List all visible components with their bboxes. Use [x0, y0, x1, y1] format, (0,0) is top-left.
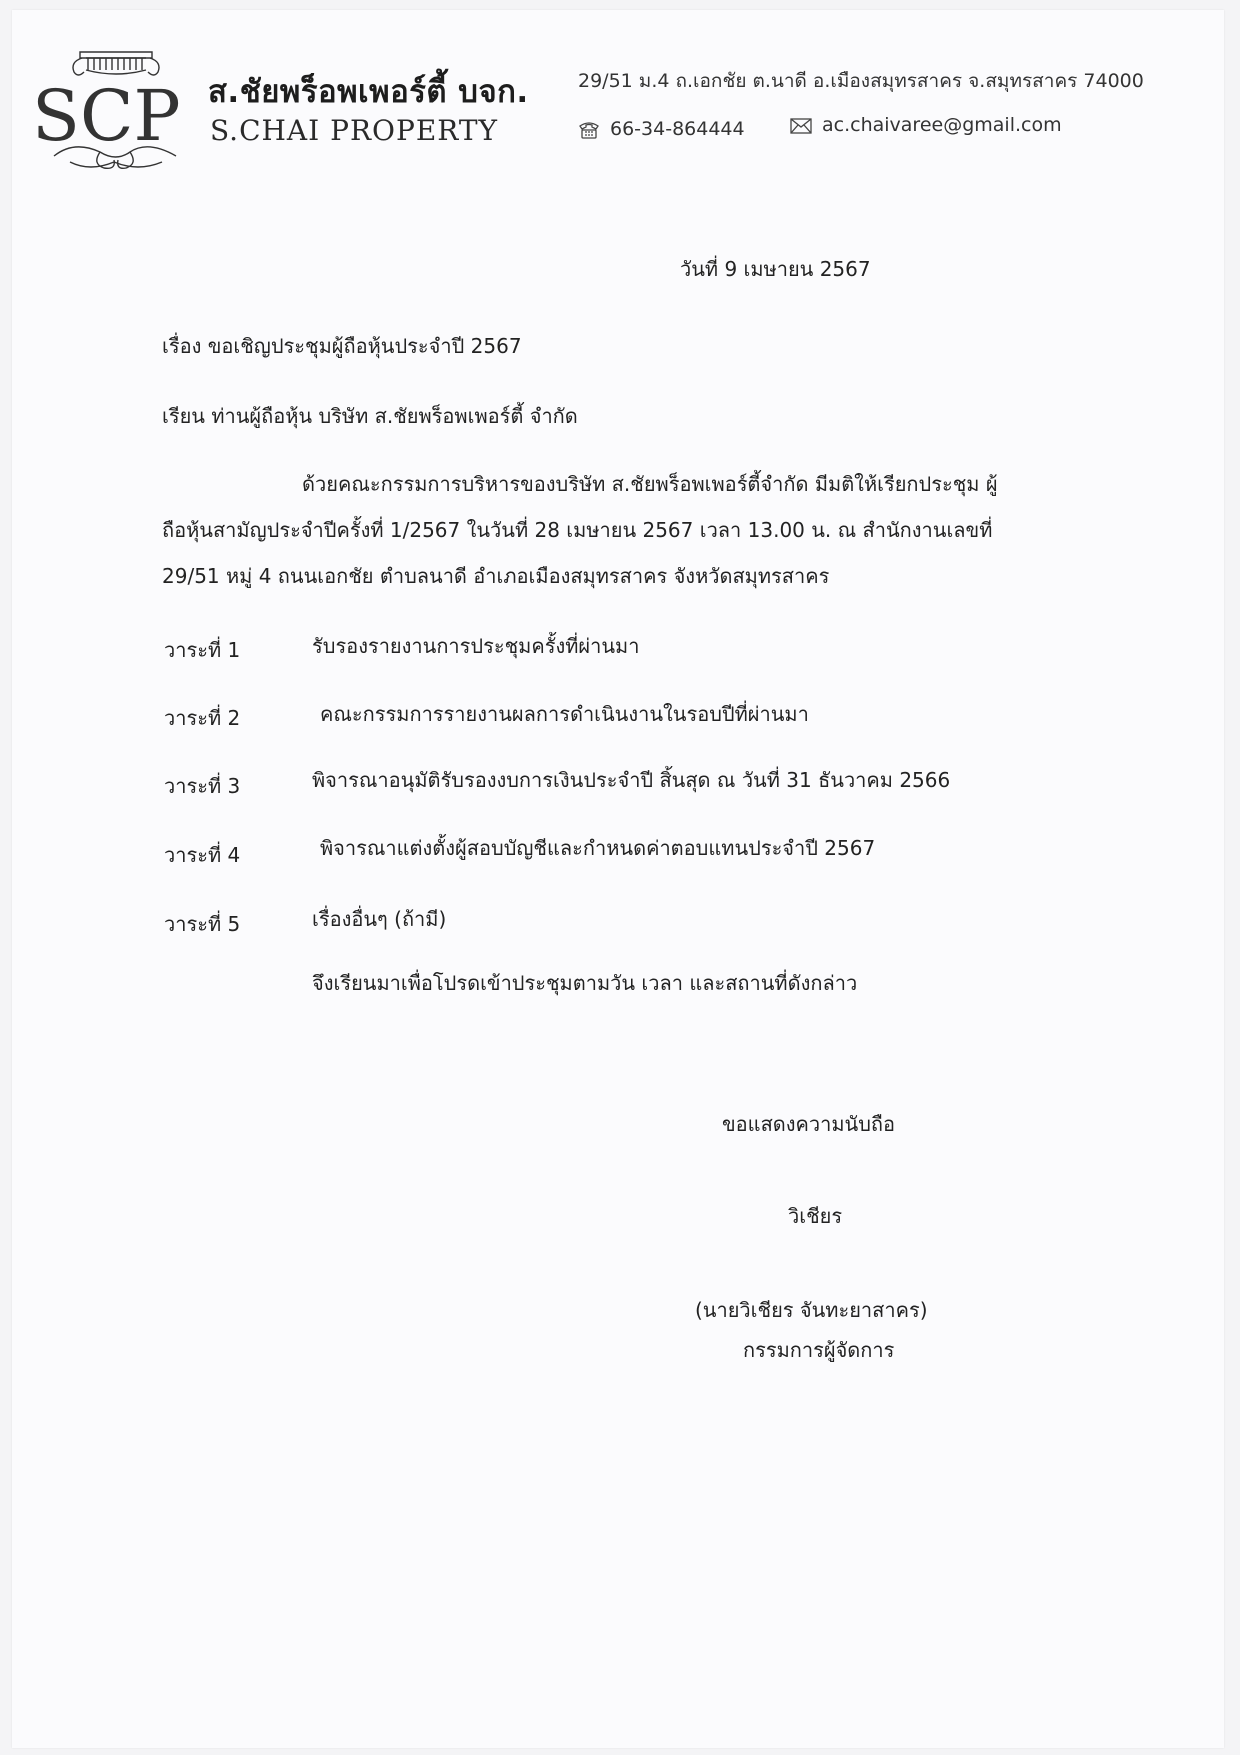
phone-number[interactable]: 66-34-864444 [610, 118, 745, 140]
email-address[interactable]: ac.chaivaree@gmail.com [822, 114, 1062, 136]
signature: วิเชียร [788, 1204, 843, 1228]
signer-name: (นายวิเชียร จันทะยาสาคร) [695, 1298, 928, 1322]
company-phone [578, 118, 745, 140]
regards: ขอแสดงความนับถือ [722, 1112, 896, 1136]
agenda-text: พิจารณาอนุมัติรับรองงบการเงินประจำปี สิ้นสุด ณ วันที่ 31 ธันวาคม 2566 [312, 768, 951, 792]
agenda-text: คณะกรรมการรายงานผลการดำเนินงานในรอบปีที่ผ่านมา [320, 702, 809, 726]
company-address: 29/51 ม.4 ถ.เอกชัย ต.นาดี อ.เมืองสมุทรสาคร จ.สมุทรสาคร 74000 [578, 70, 1144, 92]
company-logo [30, 44, 198, 180]
company-email [790, 114, 1062, 136]
body-line: 29/51 หมู่ 4 ถนนเอกชัย ตำบลนาดี อำเภอเมืองสมุทรสาคร จังหวัดสมุทรสาคร [162, 564, 830, 588]
agenda-label: วาระที่ 4 [164, 843, 241, 867]
signer-title: กรรมการผู้จัดการ [743, 1338, 895, 1362]
agenda-text: พิจารณาแต่งตั้งผู้สอบบัญชีและกำหนดค่าตอบแทนประจำปี 2567 [320, 836, 876, 860]
company-name-th: ส.ชัยพร็อพเพอร์ตี้ บจก. [208, 74, 529, 110]
agenda-label: วาระที่ 2 [164, 706, 241, 730]
closing-line: จึงเรียนมาเพื่อโปรดเข้าประชุมตามวัน เวลา และสถานที่ดังกล่าว [312, 971, 858, 995]
agenda-text: รับรองรายงานการประชุมครั้งที่ผ่านมา [312, 634, 640, 658]
agenda-label: วาระที่ 3 [164, 774, 241, 798]
letter-recipient: เรียน ท่านผู้ถือหุ้น บริษัท ส.ชัยพร็อพเพอร์ตี้ จำกัด [162, 404, 578, 428]
company-name-en: S.CHAI PROPERTY [210, 114, 499, 147]
letter-subject: เรื่อง ขอเชิญประชุมผู้ถือหุ้นประจำปี 2567 [162, 334, 522, 358]
agenda-label: วาระที่ 5 [164, 912, 241, 936]
logo-text: SCP [32, 75, 181, 157]
body-line: ด้วยคณะกรรมการบริหารของบริษัท ส.ชัยพร็อพเพอร์ตี้จำกัด มีมติให้เรียกประชุม ผู้ [302, 472, 998, 496]
agenda-text: เรื่องอื่นๆ (ถ้ามี) [312, 907, 447, 931]
letter-date: วันที่ 9 เมษายน 2567 [680, 257, 871, 281]
letter-page [12, 10, 1224, 1748]
phone-icon [578, 121, 600, 139]
agenda-label: วาระที่ 1 [164, 638, 241, 662]
envelope-icon [790, 118, 812, 134]
body-line: ถือหุ้นสามัญประจำปีครั้งที่ 1/2567 ในวันที่ 28 เมษายน 2567 เวลา 13.00 น. ณ สำนักงานเลขที่ [162, 518, 993, 542]
